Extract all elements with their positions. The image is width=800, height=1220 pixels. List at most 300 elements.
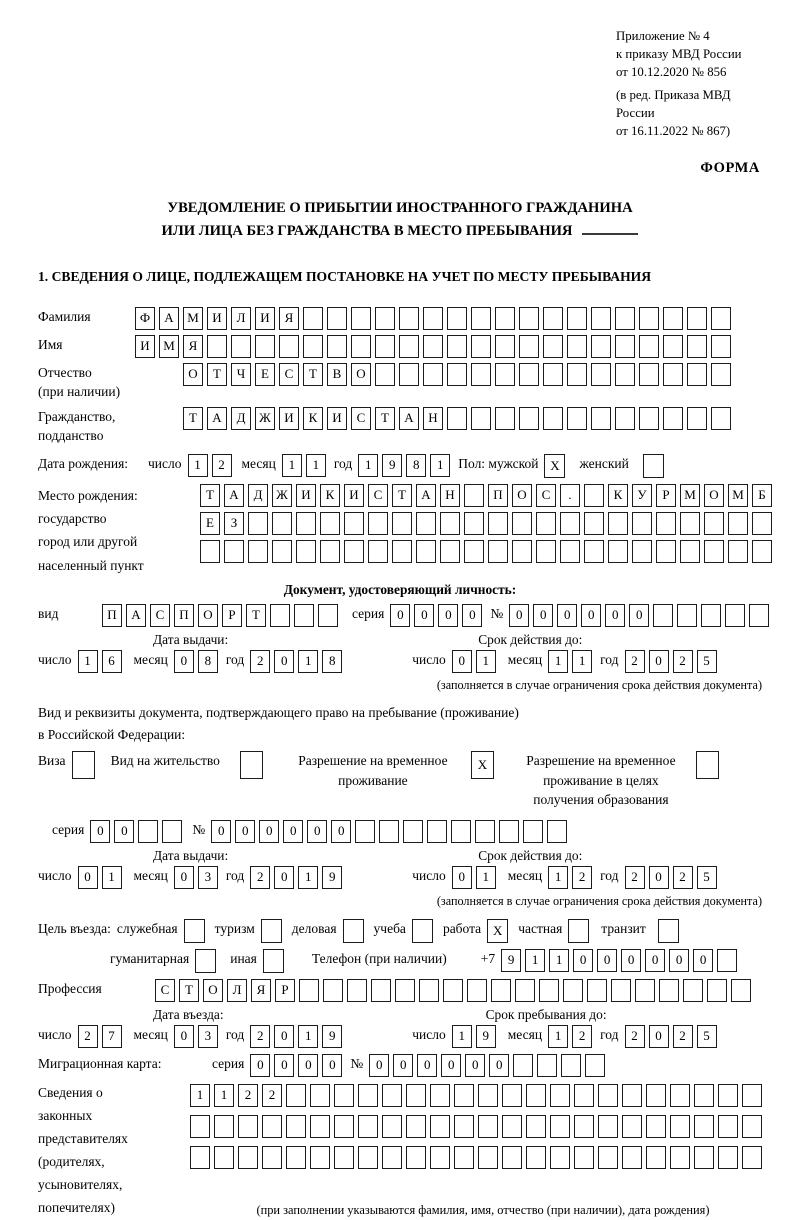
phone-digit-cell[interactable]: 0	[669, 949, 689, 972]
migration-number-cell[interactable]	[561, 1054, 581, 1077]
doc-number-cell[interactable]: 0	[629, 604, 649, 627]
representatives-cell[interactable]	[574, 1146, 594, 1169]
entry-year-input[interactable]	[250, 1025, 346, 1048]
doc-type-cell[interactable]: С	[150, 604, 170, 627]
birthplace-cell[interactable]: Т	[392, 484, 412, 507]
representatives-cell[interactable]	[430, 1084, 450, 1107]
representatives-cell[interactable]	[214, 1115, 234, 1138]
representatives-cell[interactable]	[190, 1115, 210, 1138]
doc-series-cell[interactable]: 0	[438, 604, 458, 627]
birthplace-cell[interactable]	[656, 512, 676, 535]
given-name-cell[interactable]	[567, 335, 587, 358]
id-issue-month-input[interactable]	[174, 650, 222, 673]
representatives-cell[interactable]	[622, 1084, 642, 1107]
citizenship-cell[interactable]: А	[399, 407, 419, 430]
birthplace-cell[interactable]	[272, 540, 292, 563]
sex-male-checkbox[interactable]	[544, 454, 569, 478]
id-valid-year-cell[interactable]: 2	[625, 650, 645, 673]
given-name-cell[interactable]	[447, 335, 467, 358]
representatives-cell[interactable]	[502, 1084, 522, 1107]
id-valid-year-cell[interactable]: 2	[673, 650, 693, 673]
birthplace-cell[interactable]	[440, 512, 460, 535]
representatives-cell[interactable]	[718, 1084, 738, 1107]
birthplace-cell[interactable]: М	[680, 484, 700, 507]
migration-number-cell[interactable]: 0	[393, 1054, 413, 1077]
purpose-official-checkbox[interactable]	[184, 919, 209, 943]
patronymic-input[interactable]	[183, 363, 735, 386]
id-valid-day-cell[interactable]: 0	[452, 650, 472, 673]
birthplace-cell[interactable]	[512, 512, 532, 535]
entry-month-input[interactable]	[174, 1025, 222, 1048]
phone-digit-cell[interactable]: 0	[693, 949, 713, 972]
surname-cell[interactable]	[615, 307, 635, 330]
representatives-cell[interactable]	[742, 1084, 762, 1107]
given-name-cell[interactable]	[615, 335, 635, 358]
permit-number-cell[interactable]: 0	[283, 820, 303, 843]
birthplace-cell[interactable]: О	[512, 484, 532, 507]
stay-day-cell[interactable]: 9	[476, 1025, 496, 1048]
representatives-cell[interactable]	[502, 1146, 522, 1169]
permit-valid-year-input[interactable]	[625, 866, 721, 889]
birthplace-cell[interactable]	[464, 540, 484, 563]
permit-number-cell[interactable]: 0	[235, 820, 255, 843]
given-name-cell[interactable]	[351, 335, 371, 358]
temp-residence-cell[interactable]: X	[471, 751, 494, 779]
representatives-cell[interactable]	[670, 1115, 690, 1138]
birth-year-cell[interactable]: 9	[382, 454, 402, 477]
representatives-cell[interactable]	[310, 1115, 330, 1138]
birthplace-cell[interactable]	[680, 540, 700, 563]
given-name-cell[interactable]: И	[135, 335, 155, 358]
birthplace-cell[interactable]	[344, 540, 364, 563]
purpose-other-cell[interactable]	[263, 949, 284, 973]
patronymic-cell[interactable]	[399, 363, 419, 386]
id-issue-month-cell[interactable]: 0	[174, 650, 194, 673]
given-name-cell[interactable]: Я	[183, 335, 203, 358]
id-valid-month-cell[interactable]: 1	[572, 650, 592, 673]
citizenship-cell[interactable]: А	[207, 407, 227, 430]
birthplace-cell[interactable]	[728, 512, 748, 535]
citizenship-cell[interactable]	[543, 407, 563, 430]
stay-day-input[interactable]	[452, 1025, 500, 1048]
id-issue-day-cell[interactable]: 1	[78, 650, 98, 673]
purpose-work-checkbox[interactable]	[487, 919, 512, 943]
permit-number-cell[interactable]: 0	[211, 820, 231, 843]
permit-number-cell[interactable]	[451, 820, 471, 843]
purpose-transit-cell[interactable]	[658, 919, 679, 943]
phone-digit-cell[interactable]: 1	[549, 949, 569, 972]
migration-number-cell[interactable]: 0	[441, 1054, 461, 1077]
id-valid-day-cell[interactable]: 1	[476, 650, 496, 673]
representatives-cell[interactable]	[526, 1115, 546, 1138]
birth-month-input[interactable]	[282, 454, 330, 477]
permit-valid-day-cell[interactable]: 0	[452, 866, 472, 889]
temp-residence-edu-checkbox[interactable]	[696, 751, 723, 779]
representatives-cell[interactable]	[526, 1084, 546, 1107]
permit-number-cell[interactable]: 0	[307, 820, 327, 843]
birthplace-cell[interactable]: С	[536, 484, 556, 507]
patronymic-cell[interactable]: В	[327, 363, 347, 386]
birthplace-cell[interactable]: Е	[200, 512, 220, 535]
phone-digit-cell[interactable]: 1	[525, 949, 545, 972]
citizenship-cell[interactable]	[519, 407, 539, 430]
doc-number-cell[interactable]	[725, 604, 745, 627]
representatives-cell[interactable]	[598, 1084, 618, 1107]
phone-digit-cell[interactable]: 0	[597, 949, 617, 972]
profession-cell[interactable]: Р	[275, 979, 295, 1002]
citizenship-cell[interactable]: Т	[375, 407, 395, 430]
birthplace-cell[interactable]: .	[560, 484, 580, 507]
stay-year-cell[interactable]: 2	[625, 1025, 645, 1048]
phone-input[interactable]	[501, 949, 741, 972]
surname-cell[interactable]	[687, 307, 707, 330]
sex-female-cell[interactable]	[643, 454, 664, 478]
migration-number-cell[interactable]: 0	[489, 1054, 509, 1077]
purpose-official-cell[interactable]	[184, 919, 205, 943]
profession-cell[interactable]	[371, 979, 391, 1002]
surname-cell[interactable]	[663, 307, 683, 330]
profession-cell[interactable]	[563, 979, 583, 1002]
patronymic-cell[interactable]	[663, 363, 683, 386]
birthplace-cell[interactable]	[752, 540, 772, 563]
representatives-cell[interactable]	[262, 1115, 282, 1138]
birthplace-cell[interactable]	[632, 540, 652, 563]
stay-month-cell[interactable]: 2	[572, 1025, 592, 1048]
representatives-cell[interactable]	[670, 1084, 690, 1107]
representatives-cell[interactable]	[334, 1084, 354, 1107]
birthplace-cell[interactable]	[416, 540, 436, 563]
id-issue-day-input[interactable]	[78, 650, 126, 673]
given-name-cell[interactable]	[471, 335, 491, 358]
representatives-cell[interactable]: 2	[262, 1084, 282, 1107]
representatives-cell[interactable]	[334, 1146, 354, 1169]
doc-type-cell[interactable]	[270, 604, 290, 627]
permit-valid-year-cell[interactable]: 0	[649, 866, 669, 889]
birthplace-cell[interactable]: Н	[440, 484, 460, 507]
stay-month-input[interactable]	[548, 1025, 596, 1048]
id-issue-day-cell[interactable]: 6	[102, 650, 122, 673]
permit-issue-month-cell[interactable]: 0	[174, 866, 194, 889]
migration-series-cell[interactable]: 0	[322, 1054, 342, 1077]
patronymic-cell[interactable]	[591, 363, 611, 386]
migration-number-cell[interactable]: 0	[417, 1054, 437, 1077]
citizenship-cell[interactable]: Ж	[255, 407, 275, 430]
doc-series-cell[interactable]: 0	[414, 604, 434, 627]
migration-number-input[interactable]	[369, 1054, 609, 1077]
doc-type-input[interactable]	[102, 604, 342, 627]
birthplace-cell[interactable]	[464, 512, 484, 535]
profession-cell[interactable]	[635, 979, 655, 1002]
birthplace-cell[interactable]: А	[416, 484, 436, 507]
entry-day-cell[interactable]: 2	[78, 1025, 98, 1048]
birthplace-cell[interactable]	[752, 512, 772, 535]
birthplace-cell[interactable]: П	[488, 484, 508, 507]
representatives-row2-input[interactable]	[190, 1115, 766, 1138]
representatives-cell[interactable]	[622, 1146, 642, 1169]
surname-cell[interactable]	[351, 307, 371, 330]
profession-cell[interactable]	[587, 979, 607, 1002]
birthplace-cell[interactable]: У	[632, 484, 652, 507]
representatives-cell[interactable]	[478, 1084, 498, 1107]
citizenship-cell[interactable]: С	[351, 407, 371, 430]
given-name-cell[interactable]	[207, 335, 227, 358]
representatives-cell[interactable]	[334, 1115, 354, 1138]
permit-issue-year-cell[interactable]: 1	[298, 866, 318, 889]
entry-month-cell[interactable]: 3	[198, 1025, 218, 1048]
representatives-cell[interactable]	[646, 1115, 666, 1138]
birthplace-cell[interactable]	[488, 512, 508, 535]
citizenship-cell[interactable]	[567, 407, 587, 430]
birthplace-cell[interactable]	[536, 540, 556, 563]
permit-number-cell[interactable]: 0	[331, 820, 351, 843]
birth-year-cell[interactable]: 1	[358, 454, 378, 477]
birthplace-cell[interactable]	[512, 540, 532, 563]
citizenship-cell[interactable]: И	[327, 407, 347, 430]
surname-input[interactable]	[135, 307, 735, 330]
surname-cell[interactable]	[399, 307, 419, 330]
birthplace-cell[interactable]: С	[368, 484, 388, 507]
stay-year-cell[interactable]: 2	[673, 1025, 693, 1048]
permit-valid-month-cell[interactable]: 1	[548, 866, 568, 889]
migration-series-cell[interactable]: 0	[298, 1054, 318, 1077]
stay-year-cell[interactable]: 5	[697, 1025, 717, 1048]
birthplace-row2-input[interactable]	[200, 512, 776, 535]
patronymic-cell[interactable]	[375, 363, 395, 386]
entry-year-cell[interactable]: 1	[298, 1025, 318, 1048]
doc-type-cell[interactable]: О	[198, 604, 218, 627]
doc-type-cell[interactable]: Т	[246, 604, 266, 627]
given-name-cell[interactable]	[423, 335, 443, 358]
birthplace-cell[interactable]	[728, 540, 748, 563]
surname-cell[interactable]	[711, 307, 731, 330]
purpose-business-cell[interactable]	[343, 919, 364, 943]
residence-permit-cell[interactable]	[240, 751, 263, 779]
representatives-cell[interactable]	[406, 1115, 426, 1138]
patronymic-cell[interactable]	[519, 363, 539, 386]
representatives-cell[interactable]	[406, 1146, 426, 1169]
birthplace-cell[interactable]	[536, 512, 556, 535]
representatives-cell[interactable]	[214, 1146, 234, 1169]
profession-cell[interactable]: С	[155, 979, 175, 1002]
birthplace-cell[interactable]	[392, 540, 412, 563]
representatives-cell[interactable]	[262, 1146, 282, 1169]
representatives-cell[interactable]	[574, 1084, 594, 1107]
patronymic-cell[interactable]	[471, 363, 491, 386]
representatives-cell[interactable]	[478, 1146, 498, 1169]
id-issue-month-cell[interactable]: 8	[198, 650, 218, 673]
patronymic-cell[interactable]	[447, 363, 467, 386]
sex-male-cell[interactable]: X	[544, 454, 565, 478]
profession-cell[interactable]	[731, 979, 751, 1002]
id-issue-year-cell[interactable]: 8	[322, 650, 342, 673]
permit-series-input[interactable]	[90, 820, 186, 843]
surname-cell[interactable]: Л	[231, 307, 251, 330]
birthplace-cell[interactable]	[272, 512, 292, 535]
given-name-input[interactable]	[135, 335, 735, 358]
profession-cell[interactable]	[347, 979, 367, 1002]
birthplace-cell[interactable]: Д	[248, 484, 268, 507]
phone-digit-cell[interactable]: 0	[621, 949, 641, 972]
given-name-cell[interactable]	[231, 335, 251, 358]
citizenship-cell[interactable]: Т	[183, 407, 203, 430]
permit-valid-year-cell[interactable]: 5	[697, 866, 717, 889]
permit-number-cell[interactable]	[523, 820, 543, 843]
surname-cell[interactable]	[639, 307, 659, 330]
purpose-private-checkbox[interactable]	[568, 919, 593, 943]
entry-year-cell[interactable]: 0	[274, 1025, 294, 1048]
surname-cell[interactable]: Ф	[135, 307, 155, 330]
patronymic-cell[interactable]: Т	[207, 363, 227, 386]
profession-cell[interactable]: Т	[179, 979, 199, 1002]
birthplace-cell[interactable]	[440, 540, 460, 563]
representatives-cell[interactable]	[190, 1146, 210, 1169]
representatives-cell[interactable]	[718, 1115, 738, 1138]
id-valid-day-input[interactable]	[452, 650, 500, 673]
doc-type-cell[interactable]: Р	[222, 604, 242, 627]
birth-day-cell[interactable]: 2	[212, 454, 232, 477]
birthplace-cell[interactable]	[296, 512, 316, 535]
birth-day-input[interactable]	[188, 454, 236, 477]
surname-cell[interactable]: И	[255, 307, 275, 330]
representatives-cell[interactable]	[550, 1084, 570, 1107]
permit-number-cell[interactable]	[499, 820, 519, 843]
representatives-cell[interactable]	[430, 1115, 450, 1138]
representatives-cell[interactable]	[646, 1084, 666, 1107]
patronymic-cell[interactable]: Ч	[231, 363, 251, 386]
representatives-cell[interactable]	[358, 1115, 378, 1138]
citizenship-cell[interactable]	[687, 407, 707, 430]
given-name-cell[interactable]	[375, 335, 395, 358]
purpose-tourism-checkbox[interactable]	[261, 919, 286, 943]
migration-series-cell[interactable]: 0	[274, 1054, 294, 1077]
citizenship-cell[interactable]	[663, 407, 683, 430]
representatives-cell[interactable]: 1	[214, 1084, 234, 1107]
id-issue-year-input[interactable]	[250, 650, 346, 673]
birthplace-cell[interactable]	[560, 512, 580, 535]
birthplace-cell[interactable]	[680, 512, 700, 535]
patronymic-cell[interactable]	[423, 363, 443, 386]
representatives-cell[interactable]	[718, 1146, 738, 1169]
representatives-cell[interactable]	[694, 1146, 714, 1169]
birthplace-cell[interactable]	[344, 512, 364, 535]
stay-month-cell[interactable]: 1	[548, 1025, 568, 1048]
migration-number-cell[interactable]	[513, 1054, 533, 1077]
doc-number-input[interactable]	[509, 604, 773, 627]
permit-number-cell[interactable]	[427, 820, 447, 843]
given-name-cell[interactable]	[543, 335, 563, 358]
representatives-cell[interactable]	[742, 1115, 762, 1138]
given-name-cell[interactable]: М	[159, 335, 179, 358]
citizenship-cell[interactable]	[591, 407, 611, 430]
purpose-transit-checkbox[interactable]	[658, 919, 683, 943]
permit-number-input[interactable]	[211, 820, 571, 843]
birthplace-cell[interactable]	[704, 512, 724, 535]
doc-type-cell[interactable]	[294, 604, 314, 627]
profession-cell[interactable]: Я	[251, 979, 271, 1002]
permit-valid-year-cell[interactable]: 2	[625, 866, 645, 889]
profession-cell[interactable]: О	[203, 979, 223, 1002]
visa-cell[interactable]	[72, 751, 95, 779]
birthplace-cell[interactable]	[464, 484, 484, 507]
birthplace-cell[interactable]	[584, 540, 604, 563]
permit-issue-year-cell[interactable]: 9	[322, 866, 342, 889]
birthplace-cell[interactable]	[368, 512, 388, 535]
representatives-cell[interactable]	[574, 1115, 594, 1138]
birthplace-cell[interactable]	[296, 540, 316, 563]
id-valid-month-cell[interactable]: 1	[548, 650, 568, 673]
birthplace-cell[interactable]: Ж	[272, 484, 292, 507]
citizenship-cell[interactable]	[495, 407, 515, 430]
birthplace-cell[interactable]: Р	[656, 484, 676, 507]
birthplace-cell[interactable]	[608, 540, 628, 563]
phone-digit-cell[interactable]: 0	[645, 949, 665, 972]
permit-series-cell[interactable]: 0	[114, 820, 134, 843]
purpose-humanitarian-cell[interactable]	[195, 949, 216, 973]
patronymic-cell[interactable]: Т	[303, 363, 323, 386]
permit-valid-year-cell[interactable]: 2	[673, 866, 693, 889]
purpose-tourism-cell[interactable]	[261, 919, 282, 943]
permit-issue-month-cell[interactable]: 3	[198, 866, 218, 889]
doc-number-cell[interactable]: 0	[581, 604, 601, 627]
birthplace-cell[interactable]	[248, 540, 268, 563]
profession-cell[interactable]	[491, 979, 511, 1002]
given-name-cell[interactable]	[495, 335, 515, 358]
citizenship-cell[interactable]: И	[279, 407, 299, 430]
doc-type-cell[interactable]: А	[126, 604, 146, 627]
permit-number-cell[interactable]	[403, 820, 423, 843]
representatives-cell[interactable]	[454, 1146, 474, 1169]
patronymic-cell[interactable]	[567, 363, 587, 386]
birthplace-cell[interactable]: З	[224, 512, 244, 535]
citizenship-cell[interactable]	[711, 407, 731, 430]
entry-year-cell[interactable]: 2	[250, 1025, 270, 1048]
representatives-cell[interactable]	[622, 1115, 642, 1138]
birth-year-input[interactable]	[358, 454, 454, 477]
given-name-cell[interactable]	[687, 335, 707, 358]
surname-cell[interactable]: И	[207, 307, 227, 330]
purpose-work-cell[interactable]: X	[487, 919, 508, 943]
profession-cell[interactable]	[299, 979, 319, 1002]
representatives-cell[interactable]	[358, 1084, 378, 1107]
permit-number-cell[interactable]	[355, 820, 375, 843]
doc-number-cell[interactable]	[677, 604, 697, 627]
entry-day-input[interactable]	[78, 1025, 126, 1048]
surname-cell[interactable]	[591, 307, 611, 330]
stay-year-input[interactable]	[625, 1025, 721, 1048]
birthplace-cell[interactable]: Б	[752, 484, 772, 507]
doc-type-cell[interactable]: П	[102, 604, 122, 627]
birthplace-cell[interactable]: И	[296, 484, 316, 507]
permit-issue-month-input[interactable]	[174, 866, 222, 889]
profession-cell[interactable]	[323, 979, 343, 1002]
patronymic-cell[interactable]	[687, 363, 707, 386]
birthplace-cell[interactable]: М	[728, 484, 748, 507]
purpose-study-checkbox[interactable]	[412, 919, 437, 943]
doc-number-cell[interactable]	[653, 604, 673, 627]
temp-residence-edu-cell[interactable]	[696, 751, 719, 779]
representatives-cell[interactable]	[238, 1115, 258, 1138]
profession-cell[interactable]	[395, 979, 415, 1002]
representatives-cell[interactable]: 1	[190, 1084, 210, 1107]
entry-year-cell[interactable]: 9	[322, 1025, 342, 1048]
purpose-study-cell[interactable]	[412, 919, 433, 943]
purpose-humanitarian-checkbox[interactable]	[195, 949, 220, 973]
representatives-cell[interactable]	[598, 1146, 618, 1169]
profession-cell[interactable]	[443, 979, 463, 1002]
representatives-row1-input[interactable]	[190, 1084, 766, 1107]
permit-number-cell[interactable]	[379, 820, 399, 843]
entry-day-cell[interactable]: 7	[102, 1025, 122, 1048]
